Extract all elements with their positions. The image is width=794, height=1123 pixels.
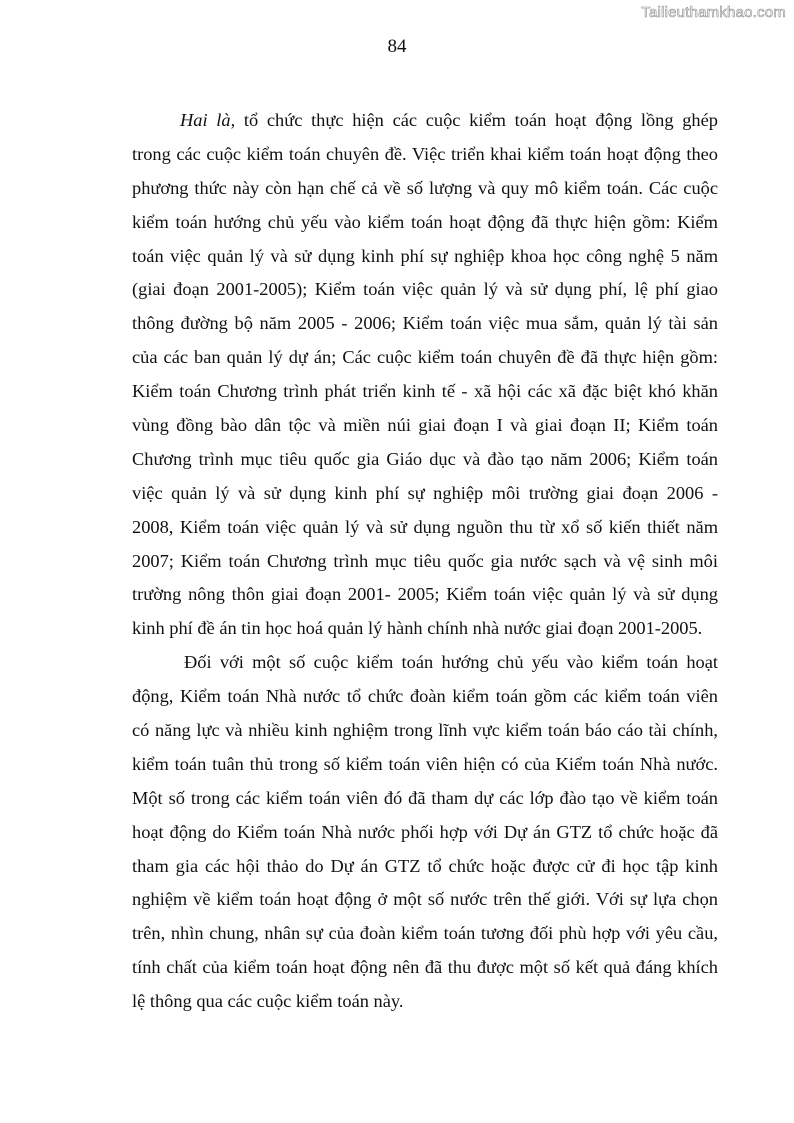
text-line: động, Kiểm toán Nhà nước tổ chức đoàn kiểm toán gồm các kiểm toán viên bbox=[132, 686, 718, 707]
text-line: trong các cuộc kiểm toán chuyên đề. Việc triển khai kiểm toán hoạt động theo bbox=[132, 143, 718, 164]
text-line: thông đường bộ năm 2005 - 2006; Kiểm toán việc mua sắm, quản lý tài sản bbox=[132, 313, 718, 334]
text-line: kinh phí đề án tin học hoá quản lý hành chính nhà nước giai đoạn 2001-2005. bbox=[132, 618, 703, 639]
watermark: Tailieuthamkhao.com bbox=[641, 4, 786, 21]
document-body bbox=[132, 104, 718, 1019]
text-line: trường nông thôn giai đoạn 2001- 2005; Kiểm toán việc quản lý và sử dụng bbox=[132, 584, 718, 605]
text-line: nghiệm về kiểm toán hoạt động ở một số nước trên thế giới. Với sự lựa chọn bbox=[132, 889, 718, 910]
text-line: (giai đoạn 2001-2005); Kiểm toán việc quản lý và sử dụng phí, lệ phí giao bbox=[132, 279, 718, 300]
text-line: tính chất của kiểm toán hoạt động nên đã thu được một số kết quả đáng khích bbox=[132, 957, 718, 978]
text-line: của các ban quản lý dự án; Các cuộc kiểm toán chuyên đề đã thực hiện gồm: bbox=[132, 347, 718, 368]
text-line: lệ thông qua các cuộc kiểm toán này. bbox=[132, 991, 404, 1012]
text-line: vùng đồng bào dân tộc và miền núi giai đoạn I và giai đoạn II; Kiểm toán bbox=[132, 415, 718, 436]
text-line: 2007; Kiểm toán Chương trình mục tiêu quốc gia nước sạch và vệ sinh môi bbox=[132, 550, 718, 571]
page-number: 84 bbox=[387, 36, 407, 57]
text-line: Chương trình mục tiêu quốc gia Giáo dục và đào tạo năm 2006; Kiểm toán bbox=[132, 448, 718, 469]
text-line: Đối với một số cuộc kiểm toán hướng chủ yếu vào kiểm toán hoạt bbox=[184, 652, 718, 673]
text-line: Hai là, tổ chức thực hiện các cuộc kiểm toán hoạt động lồng ghép bbox=[180, 110, 718, 130]
text-line: kiểm toán hướng chủ yếu vào kiểm toán hoạt động đã thực hiện gồm: Kiểm bbox=[132, 211, 718, 232]
text-line: toán việc quản lý và sử dụng kinh phí sự nghiệp khoa học công nghệ 5 năm bbox=[132, 245, 718, 266]
text-line: Một số trong các kiểm toán viên đó đã tham dự các lớp đào tạo về kiểm toán bbox=[132, 787, 718, 808]
paragraph-1 bbox=[132, 104, 718, 646]
text-line: 2008, Kiểm toán việc quản lý và sử dụng nguồn thu từ xổ số kiến thiết năm bbox=[132, 516, 718, 537]
text-line: trên, nhìn chung, nhân sự của đoàn kiểm toán tương đối phù hợp với yêu cầu, bbox=[132, 923, 718, 944]
text-line: tham gia các hội thảo do Dự án GTZ tổ chức hoặc được cử đi học tập kinh bbox=[132, 855, 718, 876]
text-line: kiểm toán tuân thủ trong số kiểm toán viên hiện có của Kiểm toán Nhà nước. bbox=[132, 753, 718, 774]
italic-lead: Hai là, bbox=[180, 110, 236, 130]
text-line: hoạt động do Kiểm toán Nhà nước phối hợp với Dự án GTZ tổ chức hoặc đã bbox=[132, 821, 718, 842]
text-line: Kiểm toán Chương trình phát triển kinh tế - xã hội các xã đặc biệt khó khăn bbox=[132, 381, 718, 402]
text-line: việc quản lý và sử dụng kinh phí sự nghiệp môi trường giai đoạn 2006 - bbox=[132, 482, 718, 503]
text-line: phương thức này còn hạn chế cả về số lượng và quy mô kiểm toán. Các cuộc bbox=[132, 177, 718, 198]
text-line: có năng lực và nhiều kinh nghiệm trong lĩnh vực kiểm toán báo cáo tài chính, bbox=[132, 720, 718, 741]
paragraph-2 bbox=[132, 646, 718, 1019]
